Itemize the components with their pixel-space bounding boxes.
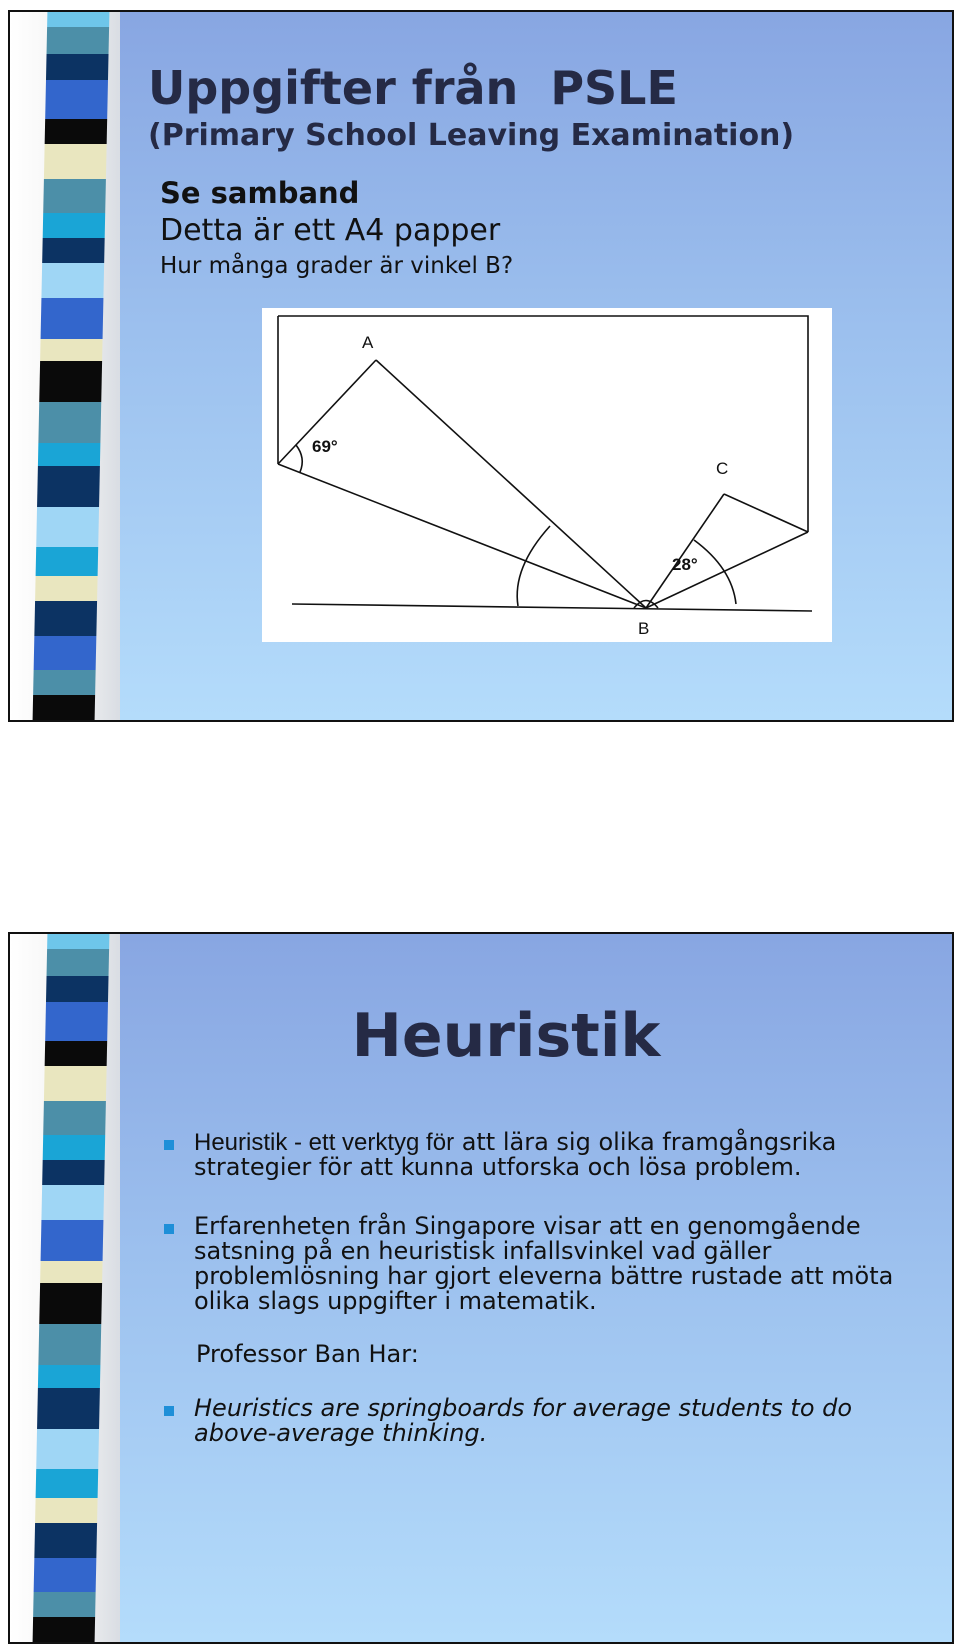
bullet-rest: att lära sig olika framgångsrika strategier för att kunna utforska och lösa problem. — [194, 1128, 837, 1181]
decorative-stripe-panel — [10, 12, 120, 720]
bullet-square-icon — [164, 1406, 174, 1416]
slide-heuristik — [8, 932, 954, 1644]
decorative-stripes — [33, 12, 110, 720]
edge-c-to-right — [724, 494, 808, 532]
bullet-lead: Heuristik - ett verktyg för — [194, 1129, 455, 1156]
bullet-text: Erfarenheten från Singapore visar att en genomgående satsning på en heuristisk infallsvinkel vad gäller problemlösning har gjort eleverna bättre rustade att möta olika slags uppgifter i matematik. — [194, 1212, 894, 1315]
slide-subtitle: (Primary School Leaving Examination) — [148, 118, 795, 153]
angle-arc-c — [694, 540, 736, 604]
angle-label-a: 69° — [312, 437, 338, 456]
attribution: Professor Ban Har: — [196, 1340, 419, 1368]
edge-right-to-b — [646, 532, 808, 608]
slide-title: Uppgifter från PSLE — [148, 61, 678, 115]
geometry-figure — [262, 308, 832, 642]
quote: Heuristics are springboards for average students to do above-average thinking. — [194, 1394, 853, 1447]
edge-a-to-b — [376, 360, 646, 608]
baseline — [292, 604, 812, 611]
label-b: B — [638, 619, 650, 638]
bullet-square-icon — [164, 1140, 174, 1150]
label-c: C — [716, 459, 729, 478]
slide-title: Heuristik — [351, 1001, 661, 1071]
slide-psle — [8, 10, 954, 722]
label-a: A — [362, 333, 374, 352]
paper-outline — [278, 316, 808, 532]
problem-statement: Detta är ett A4 papper — [160, 213, 501, 248]
angle-arc-a — [296, 445, 302, 472]
bullet-square-icon — [164, 1224, 174, 1234]
edge-left-to-b — [278, 464, 646, 608]
edge-b-to-c — [646, 494, 724, 608]
bullet-text — [194, 1130, 934, 1180]
angle-arc-b-large — [517, 526, 550, 606]
problem-question: Hur många grader är vinkel B? — [160, 253, 514, 279]
section-heading: Se samband — [160, 176, 360, 210]
angle-label-c: 28° — [672, 555, 698, 574]
